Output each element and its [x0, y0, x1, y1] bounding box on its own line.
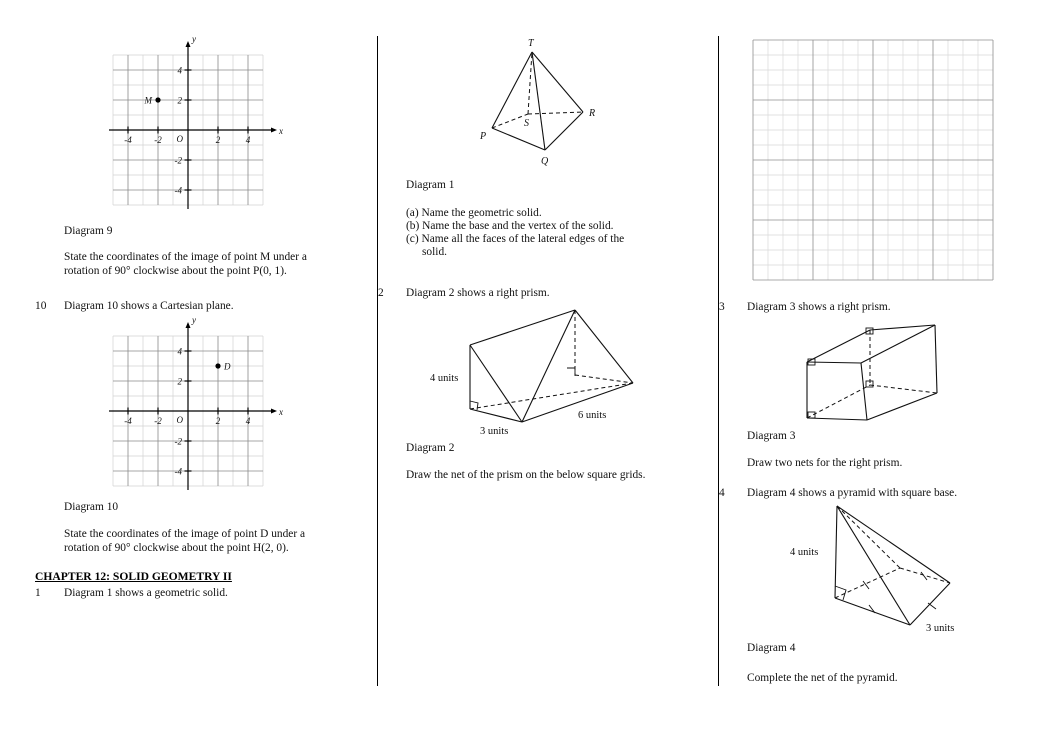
cartesian-plane-diagram-10 [108, 315, 283, 496]
svg-text:-2: -2 [174, 436, 182, 447]
svg-text:y: y [192, 34, 196, 44]
diagram-4-label-base: 3 units [926, 623, 955, 634]
svg-text:-2: -2 [154, 416, 162, 426]
diagram-2-label-height: 4 units [430, 373, 459, 384]
diagram-9-caption: Diagram 9 [64, 225, 113, 237]
diagram-1-part-c-cont: solid. [422, 246, 448, 258]
pyramid-vertex-label-S: S [524, 118, 529, 129]
pyramid-vertex-label-P: P [480, 131, 487, 142]
pyramid-vertex-label-Q: Q [541, 156, 549, 167]
svg-text:4: 4 [245, 135, 251, 145]
question-2-stem: Diagram 2 shows a right prism. [406, 287, 550, 299]
diagram-4-label-height: 4 units [790, 547, 819, 558]
question-3-stem: Diagram 3 shows a right prism. [747, 301, 891, 313]
svg-text:x: x [279, 407, 283, 417]
column-divider-right [718, 36, 719, 686]
svg-text:O: O [176, 134, 183, 144]
svg-text:4: 4 [177, 65, 182, 76]
svg-text:D: D [224, 361, 231, 372]
diagram-1-caption: Diagram 1 [406, 179, 455, 191]
diagram-1-part-b: (b) Name the base and the vertex of the solid. [406, 220, 614, 232]
question-4-number: 4 [719, 487, 725, 499]
svg-text:O: O [176, 415, 183, 425]
diagram-3-prism [795, 315, 960, 430]
svg-text:4: 4 [245, 416, 251, 426]
diagram-2-label-length: 6 units [578, 410, 607, 421]
svg-text:2: 2 [177, 95, 182, 106]
question-4-instruction: Complete the net of the pyramid. [747, 672, 898, 684]
svg-text:M: M [144, 95, 152, 106]
diagram-3-caption: Diagram 3 [747, 430, 796, 442]
question-4-stem: Diagram 4 shows a pyramid with square base. [747, 487, 958, 499]
diagram-1-pyramid [470, 36, 620, 181]
svg-text:-4: -4 [174, 185, 182, 196]
diagram-4-pyramid [790, 498, 970, 643]
chapter-heading: CHAPTER 12: SOLID GEOMETRY II [35, 570, 232, 583]
diagram-9-question: State the coordinates of the image of point M under a rotation of 90° clockwise about the point P(0, 1). [64, 251, 307, 277]
pyramid-vertex-label-T: T [528, 38, 534, 49]
question-2-number: 2 [378, 287, 384, 299]
svg-text:-2: -2 [174, 155, 182, 166]
cartesian-plane-diagram-9 [108, 34, 283, 215]
question-10-task: State the coordinates of the image of point D under a rotation of 90° clockwise about the point H(2, 0). [64, 528, 306, 554]
diagram-2-prism [430, 305, 660, 435]
svg-text:y: y [192, 315, 196, 325]
question-10-stem: Diagram 10 shows a Cartesian plane. [64, 300, 234, 312]
question-3-number: 3 [719, 301, 725, 313]
answer-square-grid[interactable] [753, 40, 993, 285]
diagram-1-part-c: (c) Name all the faces of the lateral edges of the [406, 233, 625, 245]
question-1-number: 1 [35, 587, 41, 599]
question-2-instruction: Draw the net of the prism on the below square grids. [406, 469, 646, 481]
svg-text:-4: -4 [174, 466, 182, 477]
question-10-number: 10 [35, 300, 47, 312]
svg-text:-4: -4 [124, 135, 132, 145]
diagram-1-part-a: (a) Name the geometric solid. [406, 207, 542, 219]
svg-text:2: 2 [215, 416, 221, 426]
question-1-stem: Diagram 1 shows a geometric solid. [64, 587, 228, 599]
diagram-4-caption: Diagram 4 [747, 642, 796, 654]
diagram-2-caption: Diagram 2 [406, 442, 455, 454]
diagram-10-caption: Diagram 10 [64, 501, 119, 513]
pyramid-vertex-label-R: R [589, 108, 596, 119]
question-3-instruction: Draw two nets for the right prism. [747, 457, 903, 469]
svg-text:2: 2 [215, 135, 221, 145]
column-divider-left [377, 36, 378, 686]
svg-text:-2: -2 [154, 135, 162, 145]
svg-text:-4: -4 [124, 416, 132, 426]
svg-text:2: 2 [177, 376, 182, 387]
svg-text:4: 4 [177, 346, 182, 357]
svg-text:x: x [279, 126, 283, 136]
diagram-2-label-width: 3 units [480, 426, 509, 437]
